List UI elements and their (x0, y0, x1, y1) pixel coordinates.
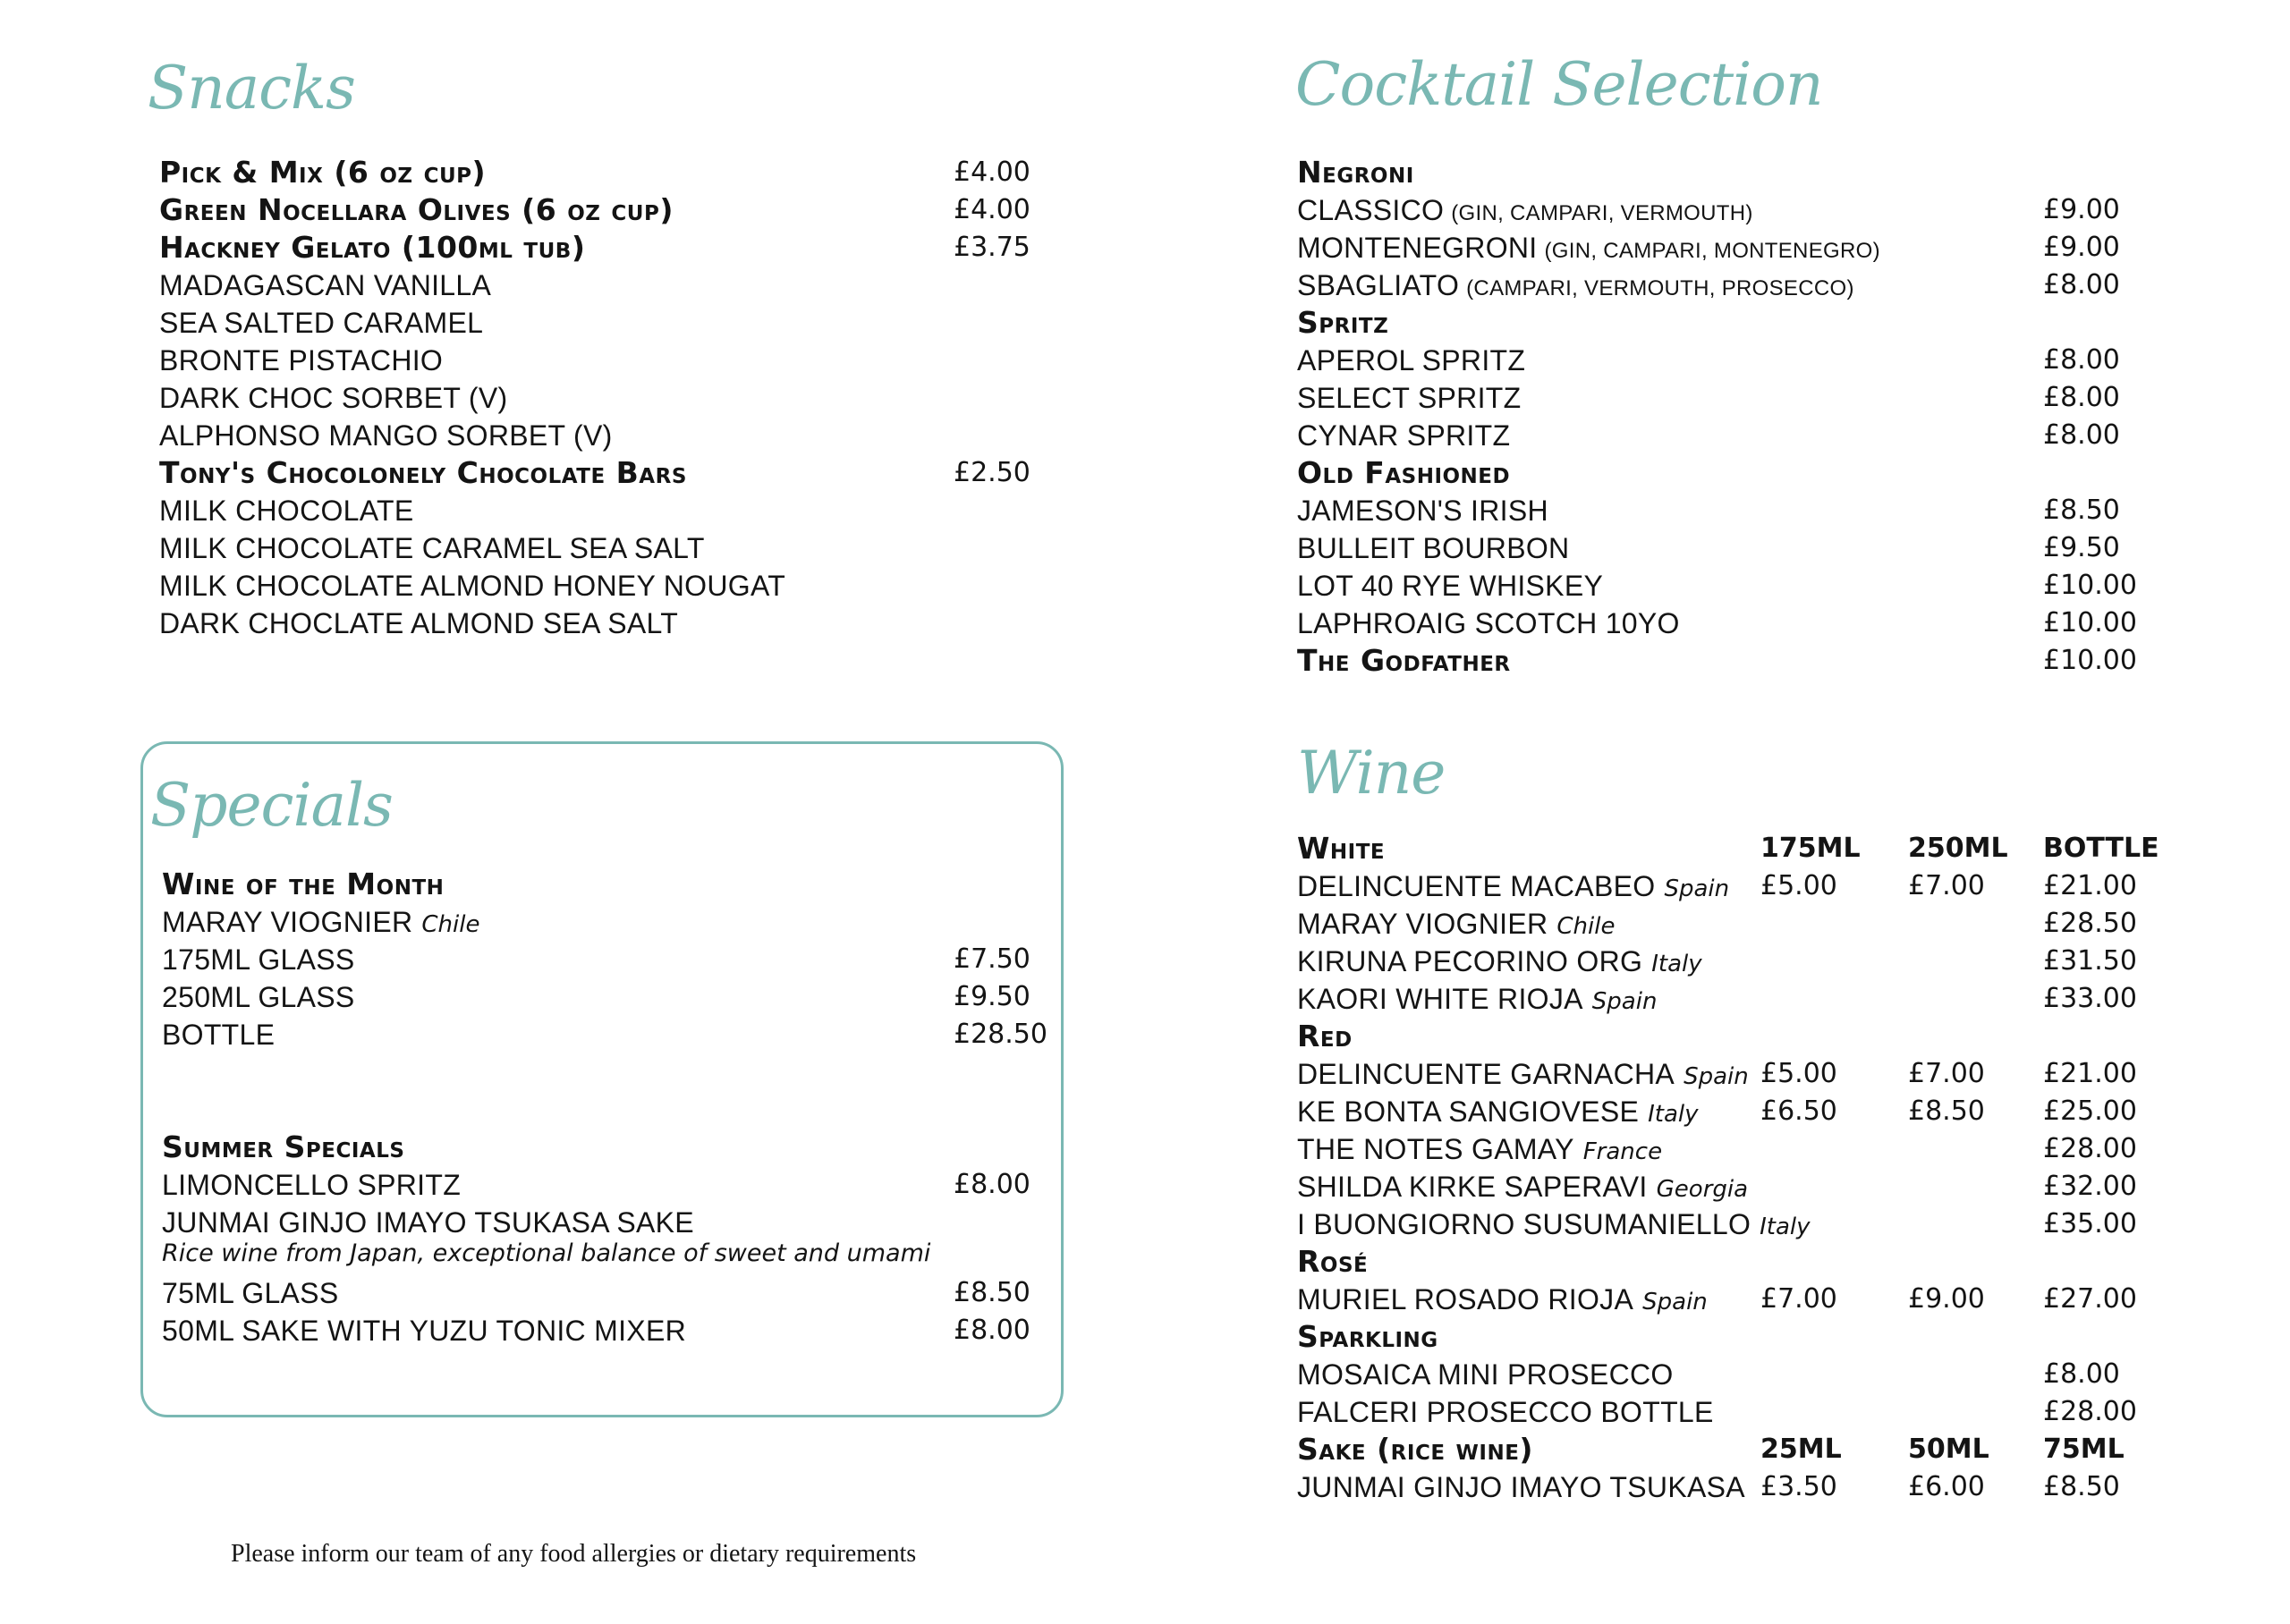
wine-maray-viognier (1297, 905, 2147, 943)
cocktail-sbagliato (1297, 266, 2147, 304)
item-label: KIRUNA PECORINO ORG (1297, 945, 1643, 977)
item-label: DELINCUENTE MACABEO (1297, 870, 1656, 902)
wine-white-header-row (1297, 830, 2159, 867)
item-label: DARK CHOC SORBET (V) (159, 382, 508, 414)
item-price: £8.00 (954, 1315, 1030, 1346)
item-label: CYNAR SPRITZ (1297, 419, 1511, 452)
item-price: £9.50 (2043, 532, 2120, 563)
item-price: £8.00 (2043, 344, 2120, 376)
col-175ml: 175ML (1760, 833, 1861, 864)
item-label: MOSAICA MINI PROSECCO (1297, 1358, 1674, 1391)
item-label: KAORI WHITE RIOJA (1297, 983, 1583, 1015)
specials-title: Specials (150, 771, 393, 840)
item-price: £8.00 (2043, 269, 2120, 300)
col-25ml: 25ML (1760, 1434, 1842, 1465)
allergy-notice: Please inform our team of any food allergies or dietary requirements (231, 1540, 917, 1568)
item-label: CLASSICO (1297, 194, 1445, 226)
item-price: £4.00 (954, 194, 1030, 225)
summer-sake-yuzu (162, 1312, 1039, 1349)
item-label: SHILDA KIRKE SAPERAVI (1297, 1171, 1648, 1203)
item-label: Tony's Chocolonely Chocolate Bars (159, 455, 687, 490)
item-label: THE NOTES GAMAY (1297, 1133, 1574, 1165)
price-bottle: £8.00 (2043, 1358, 2120, 1390)
item-origin: Italy (1648, 1101, 1699, 1128)
summer-limoncello (162, 1166, 1039, 1204)
price-50: £6.00 (1908, 1471, 1985, 1502)
item-price: £10.00 (2043, 607, 2137, 639)
item-label: SELECT SPRITZ (1297, 382, 1522, 414)
cocktails-title: Cocktail Selection (1295, 50, 1823, 119)
item-origin: Spain (1684, 1063, 1749, 1090)
cocktail-lot40 (1297, 567, 2147, 605)
item-label: 250ML GLASS (162, 981, 355, 1013)
item-label: Hackney Gelato (100ml tub) (159, 230, 586, 265)
item-label: MONTENEGRONI (1297, 232, 1538, 264)
price-bottle: £28.00 (2043, 1396, 2137, 1427)
sake-header-row (1297, 1431, 2147, 1468)
item-label: ALPHONSO MANGO SORBET (V) (159, 419, 613, 452)
cocktail-godfather (1297, 642, 2147, 680)
price-75: £8.50 (2043, 1471, 2120, 1502)
wine-junmai-sake (1297, 1468, 2147, 1506)
wine-name: MARAY VIOGNIER (162, 906, 413, 938)
price-bottle: £28.00 (2043, 1133, 2137, 1164)
item-price: £9.00 (2043, 232, 2120, 263)
sake-heading: Sake (rice wine) (1297, 1432, 1533, 1467)
item-price: £2.50 (954, 457, 1030, 488)
price-bottle: £21.00 (2043, 1058, 2137, 1089)
item-label: MARAY VIOGNIER (1297, 908, 1548, 940)
price-250: £7.00 (1908, 870, 1985, 901)
white-heading: White (1297, 831, 1386, 866)
menu-item-tonys (159, 454, 1036, 492)
item-origin: Georgia (1656, 1176, 1749, 1203)
price-175: £7.00 (1760, 1283, 1837, 1315)
item-origin: Spain (1591, 988, 1658, 1015)
item-label: 175ML GLASS (162, 943, 355, 976)
wine-buongiorno (1297, 1205, 2147, 1243)
item-label: Green Nocellara Olives (6 oz cup) (159, 192, 674, 227)
item-price: £9.50 (954, 981, 1030, 1012)
wine-title: Wine (1297, 739, 1446, 808)
price-bottle: £25.00 (2043, 1095, 2137, 1127)
item-label: Pick & Mix (6 oz cup) (159, 155, 487, 190)
item-label: SBAGLIATO (1297, 269, 1460, 301)
item-label: KE BONTA SANGIOVESE (1297, 1095, 1640, 1128)
cocktail-cynar (1297, 417, 2147, 454)
wine-of-month-175 (162, 941, 1039, 978)
item-label: The Godfather (1297, 643, 1511, 678)
price-175: £5.00 (1760, 1058, 1837, 1089)
item-note: (GIN, CAMPARI, VERMOUTH) (1451, 201, 1753, 225)
item-price: £8.50 (954, 1277, 1030, 1308)
item-label: JAMESON'S IRISH (1297, 495, 1548, 527)
item-label: BOTTLE (162, 1019, 276, 1051)
wine-kaori-rioja (1297, 980, 2147, 1018)
item-note: (CAMPARI, VERMOUTH, PROSECCO) (1466, 276, 1854, 300)
price-250: £9.00 (1908, 1283, 1985, 1315)
cocktail-classico (1297, 191, 2147, 229)
wine-mosaica (1297, 1356, 2147, 1393)
item-label: I BUONGIORNO SUSUMANIELLO (1297, 1208, 1751, 1240)
price-175: £5.00 (1760, 870, 1837, 901)
item-label: DARK CHOCLATE ALMOND SEA SALT (159, 607, 679, 639)
price-bottle: £27.00 (2043, 1283, 2137, 1315)
wine-falceri (1297, 1393, 2147, 1431)
col-50ml: 50ML (1908, 1434, 1989, 1465)
item-price: £28.50 (954, 1019, 1047, 1050)
wine-kiruna-pecorino (1297, 943, 2147, 980)
item-price: £7.50 (954, 943, 1030, 975)
col-250ml: 250ML (1908, 833, 2008, 864)
cocktail-montenegroni (1297, 229, 2147, 266)
col-75ml: 75ML (2043, 1434, 2125, 1465)
cocktail-select (1297, 379, 2147, 417)
item-label: MADAGASCAN VANILLA (159, 269, 492, 301)
item-price: £8.00 (954, 1169, 1030, 1200)
cocktail-bulleit (1297, 529, 2147, 567)
menu-item-gelato (159, 229, 1036, 266)
price-bottle: £32.00 (2043, 1171, 2137, 1202)
wine-shilda-saperavi (1297, 1168, 2147, 1205)
wine-ke-bonta (1297, 1093, 2147, 1130)
item-origin: Chile (1556, 913, 1616, 940)
item-label: BULLEIT BOURBON (1297, 532, 1570, 564)
col-bottle: BOTTLE (2043, 833, 2159, 864)
menu-item-olives (159, 191, 1036, 229)
summer-sake-75ml (162, 1274, 1039, 1312)
item-price: £8.00 (2043, 382, 2120, 413)
price-bottle: £28.50 (2043, 908, 2137, 939)
wine-of-month-bottle (162, 1016, 1047, 1053)
snacks-title: Snacks (148, 54, 355, 123)
item-price: £8.50 (2043, 495, 2120, 526)
cocktail-laphroaig (1297, 605, 2147, 642)
item-label: LOT 40 RYE WHISKEY (1297, 570, 1604, 602)
wine-notes-gamay (1297, 1130, 2147, 1168)
item-label: MILK CHOCOLATE (159, 495, 414, 527)
wine-muriel-rosado (1297, 1281, 2147, 1318)
item-price: £8.00 (2043, 419, 2120, 451)
price-175: £6.50 (1760, 1095, 1837, 1127)
item-price: £4.00 (954, 156, 1030, 188)
item-origin: Spain (1642, 1289, 1708, 1315)
item-label: 75ML GLASS (162, 1277, 339, 1309)
cocktail-aperol (1297, 342, 2147, 379)
item-label: SEA SALTED CARAMEL (159, 307, 484, 339)
item-origin: Italy (1651, 951, 1702, 977)
item-label: LIMONCELLO SPRITZ (162, 1169, 462, 1201)
item-label: LAPHROAIG SCOTCH 10YO (1297, 607, 1680, 639)
item-label: 50ML SAKE WITH YUZU TONIC MIXER (162, 1315, 687, 1347)
item-label: BRONTE PISTACHIO (159, 344, 444, 376)
item-price: £3.75 (954, 232, 1030, 263)
item-price: £10.00 (2043, 645, 2137, 676)
price-bottle: £31.50 (2043, 945, 2137, 977)
wine-delincuente-macabeo (1297, 867, 2147, 905)
item-label: FALCERI PROSECCO BOTTLE (1297, 1396, 1714, 1428)
item-price: £10.00 (2043, 570, 2137, 601)
wine-origin: Chile (421, 911, 480, 938)
item-price: £9.00 (2043, 194, 2120, 225)
price-bottle: £33.00 (2043, 983, 2137, 1014)
price-250: £8.50 (1908, 1095, 1985, 1127)
cocktail-jameson (1297, 492, 2147, 529)
price-25: £3.50 (1760, 1471, 1837, 1502)
summer-sake-description: Rice wine from Japan, exceptional balance of sweet and umami (162, 1239, 931, 1267)
menu-item-pick-mix (159, 154, 1036, 191)
item-label: DELINCUENTE GARNACHA (1297, 1058, 1675, 1090)
item-label: MILK CHOCOLATE CARAMEL SEA SALT (159, 532, 705, 564)
wine-of-month-250 (162, 978, 1039, 1016)
item-label: MURIEL ROSADO RIOJA (1297, 1283, 1634, 1315)
price-250: £7.00 (1908, 1058, 1985, 1089)
wine-delincuente-garnacha (1297, 1055, 2147, 1093)
item-origin: France (1582, 1138, 1663, 1165)
item-origin: Italy (1760, 1214, 1811, 1240)
price-bottle: £21.00 (2043, 870, 2137, 901)
item-note: (GIN, CAMPARI, MONTENEGRO) (1544, 239, 1880, 263)
item-label: APEROL SPRITZ (1297, 344, 1526, 376)
price-bottle: £35.00 (2043, 1208, 2137, 1239)
item-label: MILK CHOCOLATE ALMOND HONEY NOUGAT (159, 570, 786, 602)
item-label: JUNMAI GINJO IMAYO TSUKASA (1297, 1471, 1745, 1503)
item-origin: Spain (1664, 875, 1730, 902)
